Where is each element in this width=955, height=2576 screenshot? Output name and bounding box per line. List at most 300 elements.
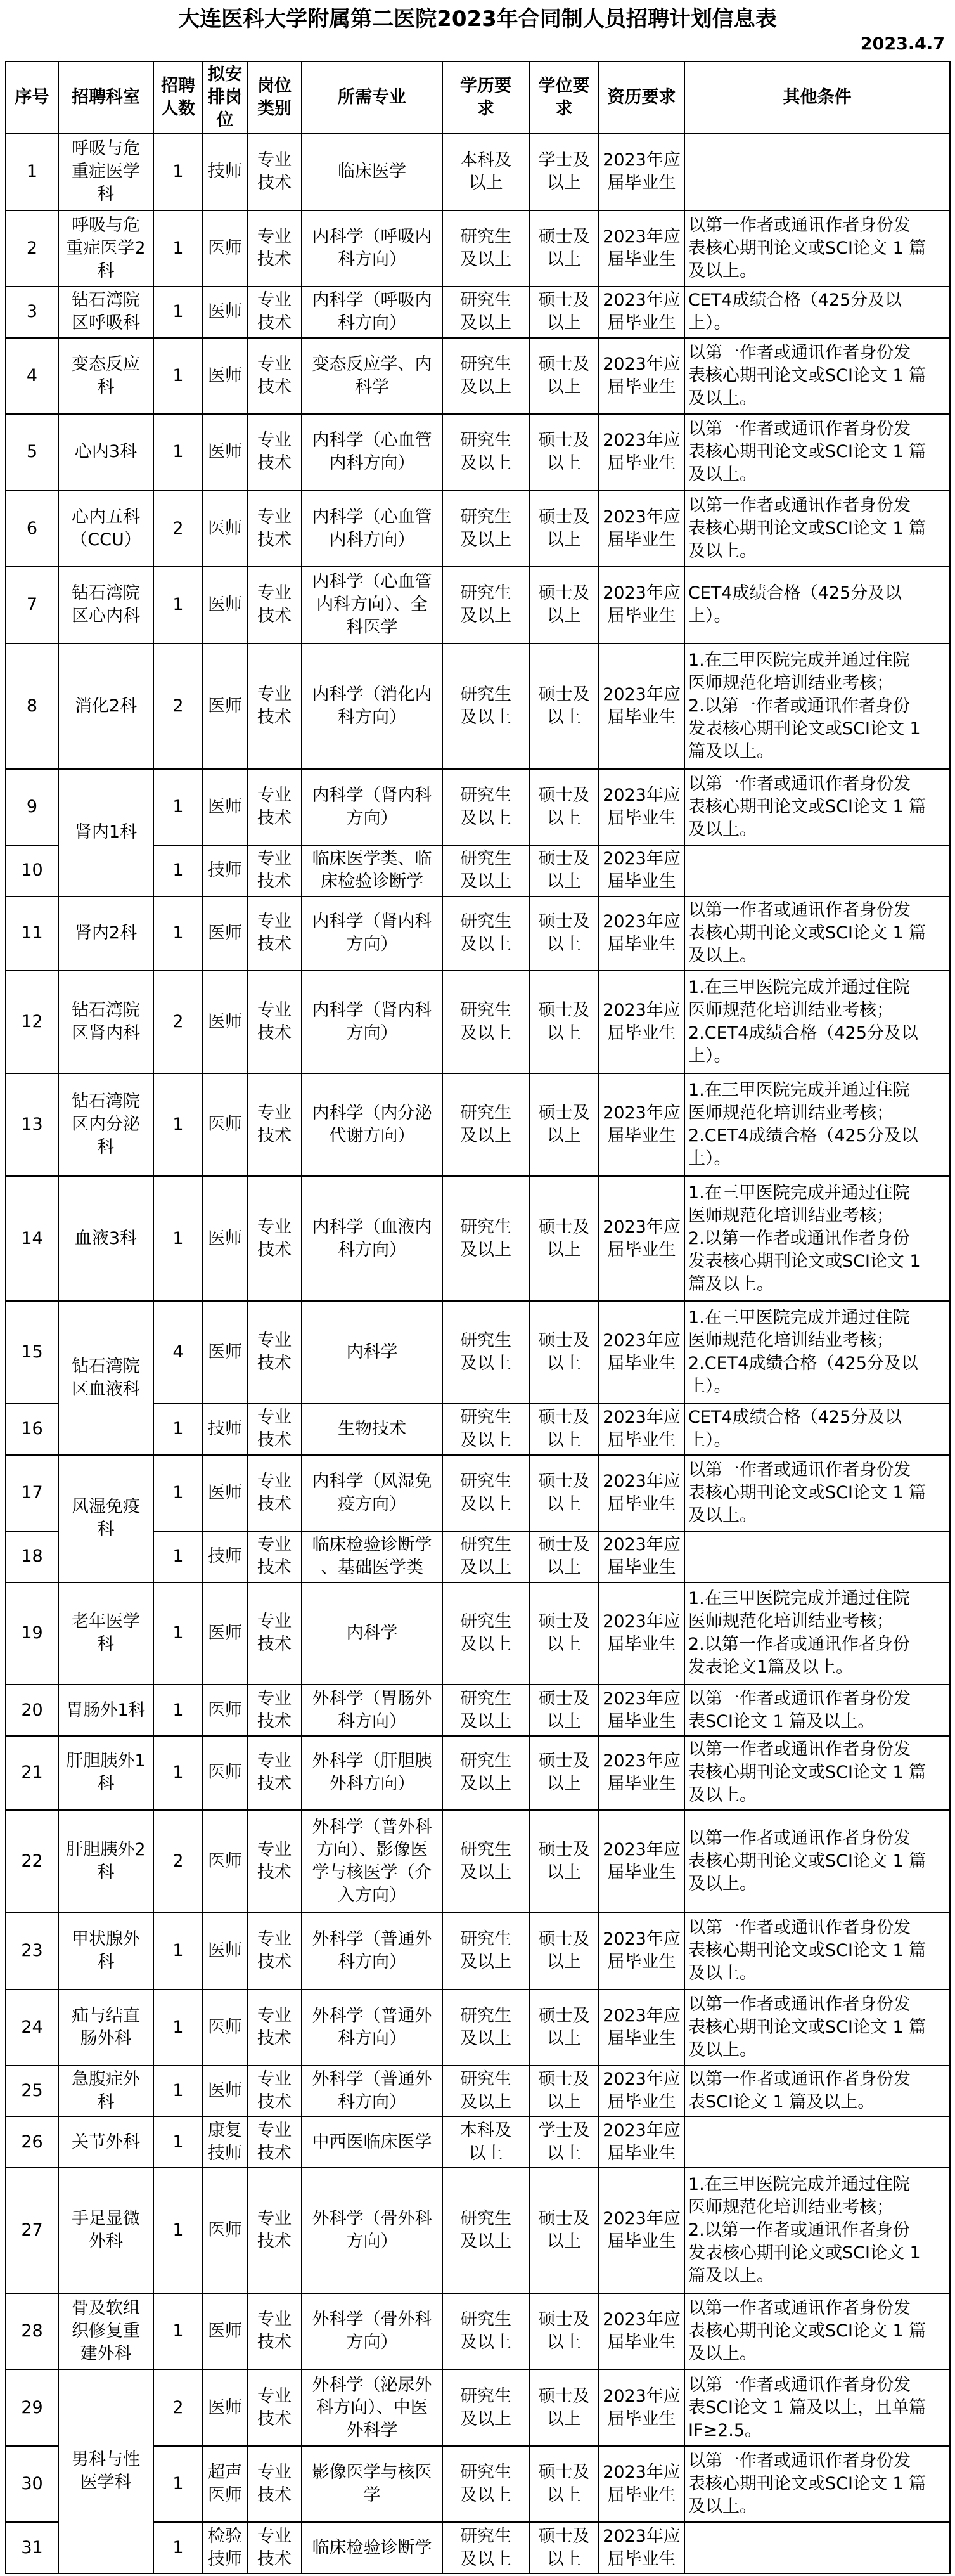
cell-no: 6 <box>6 491 58 567</box>
cell-dept: 钻石湾院 区血液科 <box>58 1301 153 1454</box>
cell-qualification: 2023年应 届毕业生 <box>599 1455 684 1532</box>
cell-post: 检验 技师 <box>203 2522 247 2573</box>
cell-major: 内科学 <box>302 1582 442 1685</box>
cell-other: 以第一作者或通讯作者身份发 表核心期刊论文或SCI论文 1 篇 及以上。 <box>684 1810 950 1913</box>
cell-dept: 变态反应 科 <box>58 338 153 415</box>
cell-dept: 心内3科 <box>58 414 153 491</box>
cell-degree: 硕士及 以上 <box>529 338 599 415</box>
cell-count: 1 <box>153 1582 203 1685</box>
cell-type: 专业 技术 <box>247 338 302 415</box>
cell-degree: 硕士及 以上 <box>529 2369 599 2446</box>
cell-major: 内科学（肾内科 方向） <box>302 896 442 971</box>
cell-other: 以第一作者或通讯作者身份发 表SCI论文 1 篇及以上。 <box>684 2066 950 2116</box>
table-row <box>6 2116 950 2167</box>
cell-count: 4 <box>153 1301 203 1404</box>
cell-no: 25 <box>6 2066 58 2116</box>
cell-education: 研究生 及以上 <box>442 338 529 415</box>
cell-post: 医师 <box>203 567 247 644</box>
table-row <box>6 896 950 971</box>
cell-education: 研究生 及以上 <box>442 1736 529 1810</box>
cell-no: 16 <box>6 1404 58 1454</box>
header-other: 其他条件 <box>684 61 950 134</box>
cell-type: 专业 技术 <box>247 567 302 644</box>
header-no: 序号 <box>6 61 58 134</box>
cell-count: 1 <box>153 338 203 415</box>
cell-type: 专业 技术 <box>247 2522 302 2573</box>
cell-no: 12 <box>6 971 58 1073</box>
cell-qualification: 2023年应 届毕业生 <box>599 1301 684 1404</box>
cell-major: 中西医临床医学 <box>302 2116 442 2167</box>
cell-other: 1.在三甲医院完成并通过住院 医师规范化培训结业考核； 2.以第一作者或通讯作者身份 发表核心期刊论文或SCI论文 1 篇及以上。 <box>684 1176 950 1302</box>
cell-other: 1.在三甲医院完成并通过住院 医师规范化培训结业考核； 2.以第一作者或通讯作者身份 发表论文1篇及以上。 <box>684 1582 950 1685</box>
header-qualification: 资历要求 <box>599 61 684 134</box>
cell-other: 以第一作者或通讯作者身份发 表核心期刊论文或SCI论文 1 篇 及以上。 <box>684 2446 950 2523</box>
header-type: 岗位 类别 <box>247 61 302 134</box>
cell-other: 以第一作者或通讯作者身份发 表核心期刊论文或SCI论文 1 篇 及以上。 <box>684 769 950 846</box>
cell-other: 以第一作者或通讯作者身份发 表核心期刊论文或SCI论文 1 篇 及以上。 <box>684 896 950 971</box>
cell-type: 专业 技术 <box>247 845 302 896</box>
cell-degree: 硕士及 以上 <box>529 644 599 769</box>
page-title: 大连医科大学附属第二医院2023年合同制人员招聘计划信息表 <box>178 6 777 32</box>
cell-no: 2 <box>6 210 58 287</box>
cell-post: 医师 <box>203 1736 247 1810</box>
publish-date: 2023.4.7 <box>860 34 945 54</box>
cell-count: 1 <box>153 2446 203 2523</box>
cell-other <box>684 845 950 896</box>
cell-major: 内科学 <box>302 1301 442 1404</box>
cell-education: 研究生 及以上 <box>442 1301 529 1404</box>
cell-count: 1 <box>153 1990 203 2066</box>
table-row <box>6 338 950 415</box>
cell-major: 外科学（泌尿外 科方向）、中医 外科学 <box>302 2369 442 2446</box>
cell-degree: 硕士及 以上 <box>529 2522 599 2573</box>
cell-education: 研究生 及以上 <box>442 2066 529 2116</box>
cell-dept: 钻石湾院 区呼吸科 <box>58 287 153 337</box>
cell-major: 临床医学 <box>302 134 442 210</box>
cell-no: 22 <box>6 1810 58 1913</box>
cell-major: 影像医学与核医 学 <box>302 2446 442 2523</box>
cell-dept: 钻石湾院 区内分泌 科 <box>58 1073 153 1176</box>
cell-degree: 硕士及 以上 <box>529 1685 599 1735</box>
table-row <box>6 2066 950 2116</box>
cell-post: 医师 <box>203 971 247 1073</box>
cell-count: 1 <box>153 2168 203 2293</box>
cell-dept: 呼吸与危 重症医学 科 <box>58 134 153 210</box>
cell-qualification: 2023年应 届毕业生 <box>599 971 684 1073</box>
cell-major: 外科学（普通外 科方向） <box>302 1990 442 2066</box>
cell-count: 1 <box>153 414 203 491</box>
cell-post: 医师 <box>203 1301 247 1404</box>
cell-education: 研究生 及以上 <box>442 2168 529 2293</box>
cell-qualification: 2023年应 届毕业生 <box>599 338 684 415</box>
cell-education: 研究生 及以上 <box>442 1404 529 1454</box>
cell-degree: 硕士及 以上 <box>529 491 599 567</box>
cell-type: 专业 技术 <box>247 896 302 971</box>
cell-post: 医师 <box>203 2293 247 2370</box>
cell-education: 研究生 及以上 <box>442 1073 529 1176</box>
cell-type: 专业 技术 <box>247 1073 302 1176</box>
header-major: 所需专业 <box>302 61 442 134</box>
cell-post: 技师 <box>203 845 247 896</box>
cell-other: CET4成绩合格（425分及以 上）。 <box>684 567 950 644</box>
header-count: 招聘 人数 <box>153 61 203 134</box>
cell-type: 专业 技术 <box>247 1990 302 2066</box>
cell-no: 3 <box>6 287 58 337</box>
table-row <box>6 2168 950 2293</box>
cell-type: 专业 技术 <box>247 2446 302 2523</box>
cell-count: 1 <box>153 1404 203 1454</box>
cell-type: 专业 技术 <box>247 971 302 1073</box>
cell-major: 临床检验诊断学 <box>302 2522 442 2573</box>
cell-degree: 硕士及 以上 <box>529 414 599 491</box>
cell-no: 29 <box>6 2369 58 2446</box>
cell-major: 外科学（骨外科 方向） <box>302 2293 442 2370</box>
cell-no: 7 <box>6 567 58 644</box>
cell-education: 研究生 及以上 <box>442 1913 529 1990</box>
table-row <box>6 1455 950 1532</box>
cell-major: 临床医学类、临 床检验诊断学 <box>302 845 442 896</box>
header-dept: 招聘科室 <box>58 61 153 134</box>
cell-qualification: 2023年应 届毕业生 <box>599 287 684 337</box>
table-header-row <box>6 61 950 134</box>
cell-post: 医师 <box>203 896 247 971</box>
cell-education: 研究生 及以上 <box>442 1582 529 1685</box>
cell-degree: 学士及 以上 <box>529 134 599 210</box>
cell-qualification: 2023年应 届毕业生 <box>599 2522 684 2573</box>
cell-major: 内科学（肾内科 方向） <box>302 971 442 1073</box>
cell-education: 研究生 及以上 <box>442 414 529 491</box>
cell-degree: 硕士及 以上 <box>529 971 599 1073</box>
cell-qualification: 2023年应 届毕业生 <box>599 1685 684 1735</box>
cell-type: 专业 技术 <box>247 2369 302 2446</box>
cell-education: 研究生 及以上 <box>442 1810 529 1913</box>
cell-major: 变态反应学、内 科学 <box>302 338 442 415</box>
cell-count: 2 <box>153 491 203 567</box>
cell-education: 研究生 及以上 <box>442 769 529 846</box>
cell-type: 专业 技术 <box>247 491 302 567</box>
cell-no: 14 <box>6 1176 58 1302</box>
cell-post: 医师 <box>203 2168 247 2293</box>
cell-major: 内科学（肾内科 方向） <box>302 769 442 846</box>
cell-count: 1 <box>153 1073 203 1176</box>
cell-count: 1 <box>153 769 203 846</box>
cell-dept: 男科与性 医学科 <box>58 2369 153 2573</box>
cell-no: 19 <box>6 1582 58 1685</box>
cell-post: 医师 <box>203 491 247 567</box>
cell-major: 外科学（普外科 方向）、影像医 学与核医学（介 入方向） <box>302 1810 442 1913</box>
table-row <box>6 644 950 769</box>
recruitment-table <box>5 61 951 2574</box>
cell-type: 专业 技术 <box>247 1810 302 1913</box>
cell-other <box>684 134 950 210</box>
cell-major: 内科学（风湿免 疫方向） <box>302 1455 442 1532</box>
cell-qualification: 2023年应 届毕业生 <box>599 567 684 644</box>
cell-other <box>684 2522 950 2573</box>
cell-degree: 硕士及 以上 <box>529 845 599 896</box>
cell-degree: 硕士及 以上 <box>529 2066 599 2116</box>
cell-type: 专业 技术 <box>247 2066 302 2116</box>
cell-degree: 硕士及 以上 <box>529 1176 599 1302</box>
cell-count: 1 <box>153 1685 203 1735</box>
cell-type: 专业 技术 <box>247 1531 302 1582</box>
cell-type: 专业 技术 <box>247 1913 302 1990</box>
cell-qualification: 2023年应 届毕业生 <box>599 1736 684 1810</box>
cell-other: 以第一作者或通讯作者身份发 表核心期刊论文或SCI论文 1 篇 及以上。 <box>684 1455 950 1532</box>
cell-no: 26 <box>6 2116 58 2167</box>
cell-qualification: 2023年应 届毕业生 <box>599 896 684 971</box>
table-row <box>6 1685 950 1735</box>
cell-dept: 手足显微 外科 <box>58 2168 153 2293</box>
cell-other: 以第一作者或通讯作者身份发 表核心期刊论文或SCI论文 1 篇 及以上。 <box>684 1913 950 1990</box>
cell-dept: 骨及软组 织修复重 建外科 <box>58 2293 153 2370</box>
cell-count: 2 <box>153 1810 203 1913</box>
cell-degree: 硕士及 以上 <box>529 896 599 971</box>
cell-type: 专业 技术 <box>247 134 302 210</box>
cell-count: 2 <box>153 971 203 1073</box>
cell-other: 以第一作者或通讯作者身份发 表核心期刊论文或SCI论文 1 篇 及以上。 <box>684 2293 950 2370</box>
cell-type: 专业 技术 <box>247 1404 302 1454</box>
cell-degree: 硕士及 以上 <box>529 2446 599 2523</box>
cell-no: 4 <box>6 338 58 415</box>
cell-education: 研究生 及以上 <box>442 1531 529 1582</box>
cell-degree: 硕士及 以上 <box>529 1404 599 1454</box>
cell-degree: 硕士及 以上 <box>529 287 599 337</box>
cell-education: 研究生 及以上 <box>442 1176 529 1302</box>
cell-other: 以第一作者或通讯作者身份发 表SCI论文 1 篇及以上。 <box>684 1685 950 1735</box>
table-row <box>6 210 950 287</box>
cell-qualification: 2023年应 届毕业生 <box>599 1404 684 1454</box>
cell-count: 1 <box>153 845 203 896</box>
cell-no: 21 <box>6 1736 58 1810</box>
cell-dept: 风湿免疫 科 <box>58 1455 153 1582</box>
cell-major: 外科学（普通外 科方向） <box>302 2066 442 2116</box>
cell-count: 1 <box>153 2116 203 2167</box>
cell-other: 以第一作者或通讯作者身份发 表核心期刊论文或SCI论文 1 篇 及以上。 <box>684 210 950 287</box>
cell-no: 8 <box>6 644 58 769</box>
header-education: 学历要 求 <box>442 61 529 134</box>
cell-major: 外科学（骨外科 方向） <box>302 2168 442 2293</box>
cell-type: 专业 技术 <box>247 1736 302 1810</box>
table-row <box>6 414 950 491</box>
table-row <box>6 2369 950 2446</box>
cell-degree: 硕士及 以上 <box>529 1913 599 1990</box>
cell-degree: 硕士及 以上 <box>529 1736 599 1810</box>
cell-type: 专业 技术 <box>247 210 302 287</box>
header-degree: 学位要 求 <box>529 61 599 134</box>
cell-no: 15 <box>6 1301 58 1404</box>
cell-major: 内科学（心血管 内科方向） <box>302 491 442 567</box>
cell-degree: 硕士及 以上 <box>529 567 599 644</box>
cell-no: 17 <box>6 1455 58 1532</box>
cell-post: 医师 <box>203 414 247 491</box>
cell-type: 专业 技术 <box>247 2168 302 2293</box>
cell-dept: 呼吸与危 重症医学2 科 <box>58 210 153 287</box>
cell-count: 1 <box>153 1736 203 1810</box>
cell-post: 技师 <box>203 1531 247 1582</box>
cell-major: 外科学（普通外 科方向） <box>302 1913 442 1990</box>
cell-no: 18 <box>6 1531 58 1582</box>
cell-education: 研究生 及以上 <box>442 2293 529 2370</box>
cell-degree: 硕士及 以上 <box>529 210 599 287</box>
cell-no: 27 <box>6 2168 58 2293</box>
table-row <box>6 1301 950 1404</box>
cell-qualification: 2023年应 届毕业生 <box>599 2168 684 2293</box>
cell-post: 医师 <box>203 1073 247 1176</box>
cell-count: 1 <box>153 2522 203 2573</box>
cell-post: 医师 <box>203 1913 247 1990</box>
cell-type: 专业 技术 <box>247 769 302 846</box>
cell-other: 1.在三甲医院完成并通过住院 医师规范化培训结业考核； 2.以第一作者或通讯作者身份 发表核心期刊论文或SCI论文 1 篇及以上。 <box>684 2168 950 2293</box>
cell-count: 1 <box>153 210 203 287</box>
cell-qualification: 2023年应 届毕业生 <box>599 1913 684 1990</box>
cell-education: 研究生 及以上 <box>442 2369 529 2446</box>
cell-post: 医师 <box>203 644 247 769</box>
cell-qualification: 2023年应 届毕业生 <box>599 2369 684 2446</box>
cell-count: 1 <box>153 2066 203 2116</box>
cell-post: 医师 <box>203 1990 247 2066</box>
cell-major: 内科学（内分泌 代谢方向） <box>302 1073 442 1176</box>
cell-qualification: 2023年应 届毕业生 <box>599 1582 684 1685</box>
cell-no: 28 <box>6 2293 58 2370</box>
cell-dept: 肝胆胰外2 科 <box>58 1810 153 1913</box>
cell-degree: 硕士及 以上 <box>529 1582 599 1685</box>
cell-count: 1 <box>153 1176 203 1302</box>
table-row <box>6 287 950 337</box>
cell-type: 专业 技术 <box>247 1455 302 1532</box>
cell-other <box>684 1531 950 1582</box>
cell-education: 研究生 及以上 <box>442 1990 529 2066</box>
table-row <box>6 567 950 644</box>
cell-degree: 硕士及 以上 <box>529 2293 599 2370</box>
cell-count: 1 <box>153 1531 203 1582</box>
table-row <box>6 971 950 1073</box>
cell-major: 外科学（胃肠外 科方向） <box>302 1685 442 1735</box>
cell-education: 研究生 及以上 <box>442 1455 529 1532</box>
cell-dept: 老年医学 科 <box>58 1582 153 1685</box>
cell-major: 内科学（消化内 科方向） <box>302 644 442 769</box>
cell-no: 1 <box>6 134 58 210</box>
cell-post: 医师 <box>203 338 247 415</box>
cell-dept: 疝与结直 肠外科 <box>58 1990 153 2066</box>
cell-dept: 肾内2科 <box>58 896 153 971</box>
cell-type: 专业 技术 <box>247 2293 302 2370</box>
cell-type: 专业 技术 <box>247 1176 302 1302</box>
cell-education: 研究生 及以上 <box>442 2522 529 2573</box>
table-row <box>6 769 950 846</box>
cell-degree: 硕士及 以上 <box>529 1455 599 1532</box>
cell-education: 本科及 以上 <box>442 2116 529 2167</box>
cell-qualification: 2023年应 届毕业生 <box>599 210 684 287</box>
cell-no: 20 <box>6 1685 58 1735</box>
cell-dept: 关节外科 <box>58 2116 153 2167</box>
cell-post: 医师 <box>203 1685 247 1735</box>
cell-education: 研究生 及以上 <box>442 1685 529 1735</box>
cell-education: 研究生 及以上 <box>442 2446 529 2523</box>
cell-count: 1 <box>153 2293 203 2370</box>
cell-dept: 胃肠外1科 <box>58 1685 153 1735</box>
cell-type: 专业 技术 <box>247 1582 302 1685</box>
cell-type: 专业 技术 <box>247 1685 302 1735</box>
table-row <box>6 1582 950 1685</box>
cell-major: 生物技术 <box>302 1404 442 1454</box>
cell-count: 1 <box>153 567 203 644</box>
cell-other: 以第一作者或通讯作者身份发 表核心期刊论文或SCI论文 1 篇 及以上。 <box>684 1990 950 2066</box>
cell-degree: 硕士及 以上 <box>529 1531 599 1582</box>
cell-type: 专业 技术 <box>247 414 302 491</box>
cell-dept: 心内五科 （CCU） <box>58 491 153 567</box>
cell-post: 技师 <box>203 134 247 210</box>
cell-dept: 血液3科 <box>58 1176 153 1302</box>
cell-post: 医师 <box>203 1455 247 1532</box>
cell-count: 1 <box>153 134 203 210</box>
cell-qualification: 2023年应 届毕业生 <box>599 845 684 896</box>
cell-count: 1 <box>153 1455 203 1532</box>
cell-post: 医师 <box>203 769 247 846</box>
table-row <box>6 491 950 567</box>
cell-degree: 硕士及 以上 <box>529 2168 599 2293</box>
cell-education: 研究生 及以上 <box>442 287 529 337</box>
cell-qualification: 2023年应 届毕业生 <box>599 1073 684 1176</box>
cell-degree: 硕士及 以上 <box>529 1990 599 2066</box>
cell-no: 5 <box>6 414 58 491</box>
cell-dept: 消化2科 <box>58 644 153 769</box>
table-row <box>6 1736 950 1810</box>
cell-post: 医师 <box>203 1176 247 1302</box>
cell-other: CET4成绩合格（425分及以 上）。 <box>684 1404 950 1454</box>
table-row <box>6 1176 950 1302</box>
cell-type: 专业 技术 <box>247 1301 302 1404</box>
cell-qualification: 2023年应 届毕业生 <box>599 769 684 846</box>
cell-count: 1 <box>153 1913 203 1990</box>
cell-major: 外科学（肝胆胰 外科方向） <box>302 1736 442 1810</box>
cell-post: 医师 <box>203 1582 247 1685</box>
cell-education: 研究生 及以上 <box>442 491 529 567</box>
cell-post: 医师 <box>203 2066 247 2116</box>
cell-qualification: 2023年应 届毕业生 <box>599 2293 684 2370</box>
table-row <box>6 134 950 210</box>
cell-other: 1.在三甲医院完成并通过住院 医师规范化培训结业考核； 2.CET4成绩合格（425分及以 上）。 <box>684 971 950 1073</box>
table-row <box>6 1810 950 1913</box>
cell-education: 本科及 以上 <box>442 134 529 210</box>
cell-post: 康复 技师 <box>203 2116 247 2167</box>
cell-other: 以第一作者或通讯作者身份发 表核心期刊论文或SCI论文 1 篇 及以上。 <box>684 338 950 415</box>
cell-education: 研究生 及以上 <box>442 567 529 644</box>
cell-education: 研究生 及以上 <box>442 971 529 1073</box>
cell-major: 内科学（心血管 内科方向） <box>302 414 442 491</box>
cell-qualification: 2023年应 届毕业生 <box>599 1531 684 1582</box>
cell-other: 以第一作者或通讯作者身份发 表核心期刊论文或SCI论文 1 篇 及以上。 <box>684 491 950 567</box>
cell-dept: 急腹症外 科 <box>58 2066 153 2116</box>
cell-dept: 肾内1科 <box>58 769 153 896</box>
cell-qualification: 2023年应 届毕业生 <box>599 2116 684 2167</box>
cell-no: 23 <box>6 1913 58 1990</box>
cell-degree: 硕士及 以上 <box>529 1073 599 1176</box>
cell-qualification: 2023年应 届毕业生 <box>599 644 684 769</box>
cell-major: 临床检验诊断学 、基础医学类 <box>302 1531 442 1582</box>
cell-dept: 甲状腺外 科 <box>58 1913 153 1990</box>
table-row <box>6 1990 950 2066</box>
cell-no: 11 <box>6 896 58 971</box>
table-row <box>6 2293 950 2370</box>
table-row <box>6 1073 950 1176</box>
cell-qualification: 2023年应 届毕业生 <box>599 2446 684 2523</box>
cell-count: 2 <box>153 644 203 769</box>
cell-count: 1 <box>153 896 203 971</box>
cell-other: CET4成绩合格（425分及以 上）。 <box>684 287 950 337</box>
cell-education: 研究生 及以上 <box>442 210 529 287</box>
cell-degree: 硕士及 以上 <box>529 769 599 846</box>
cell-count: 1 <box>153 287 203 337</box>
